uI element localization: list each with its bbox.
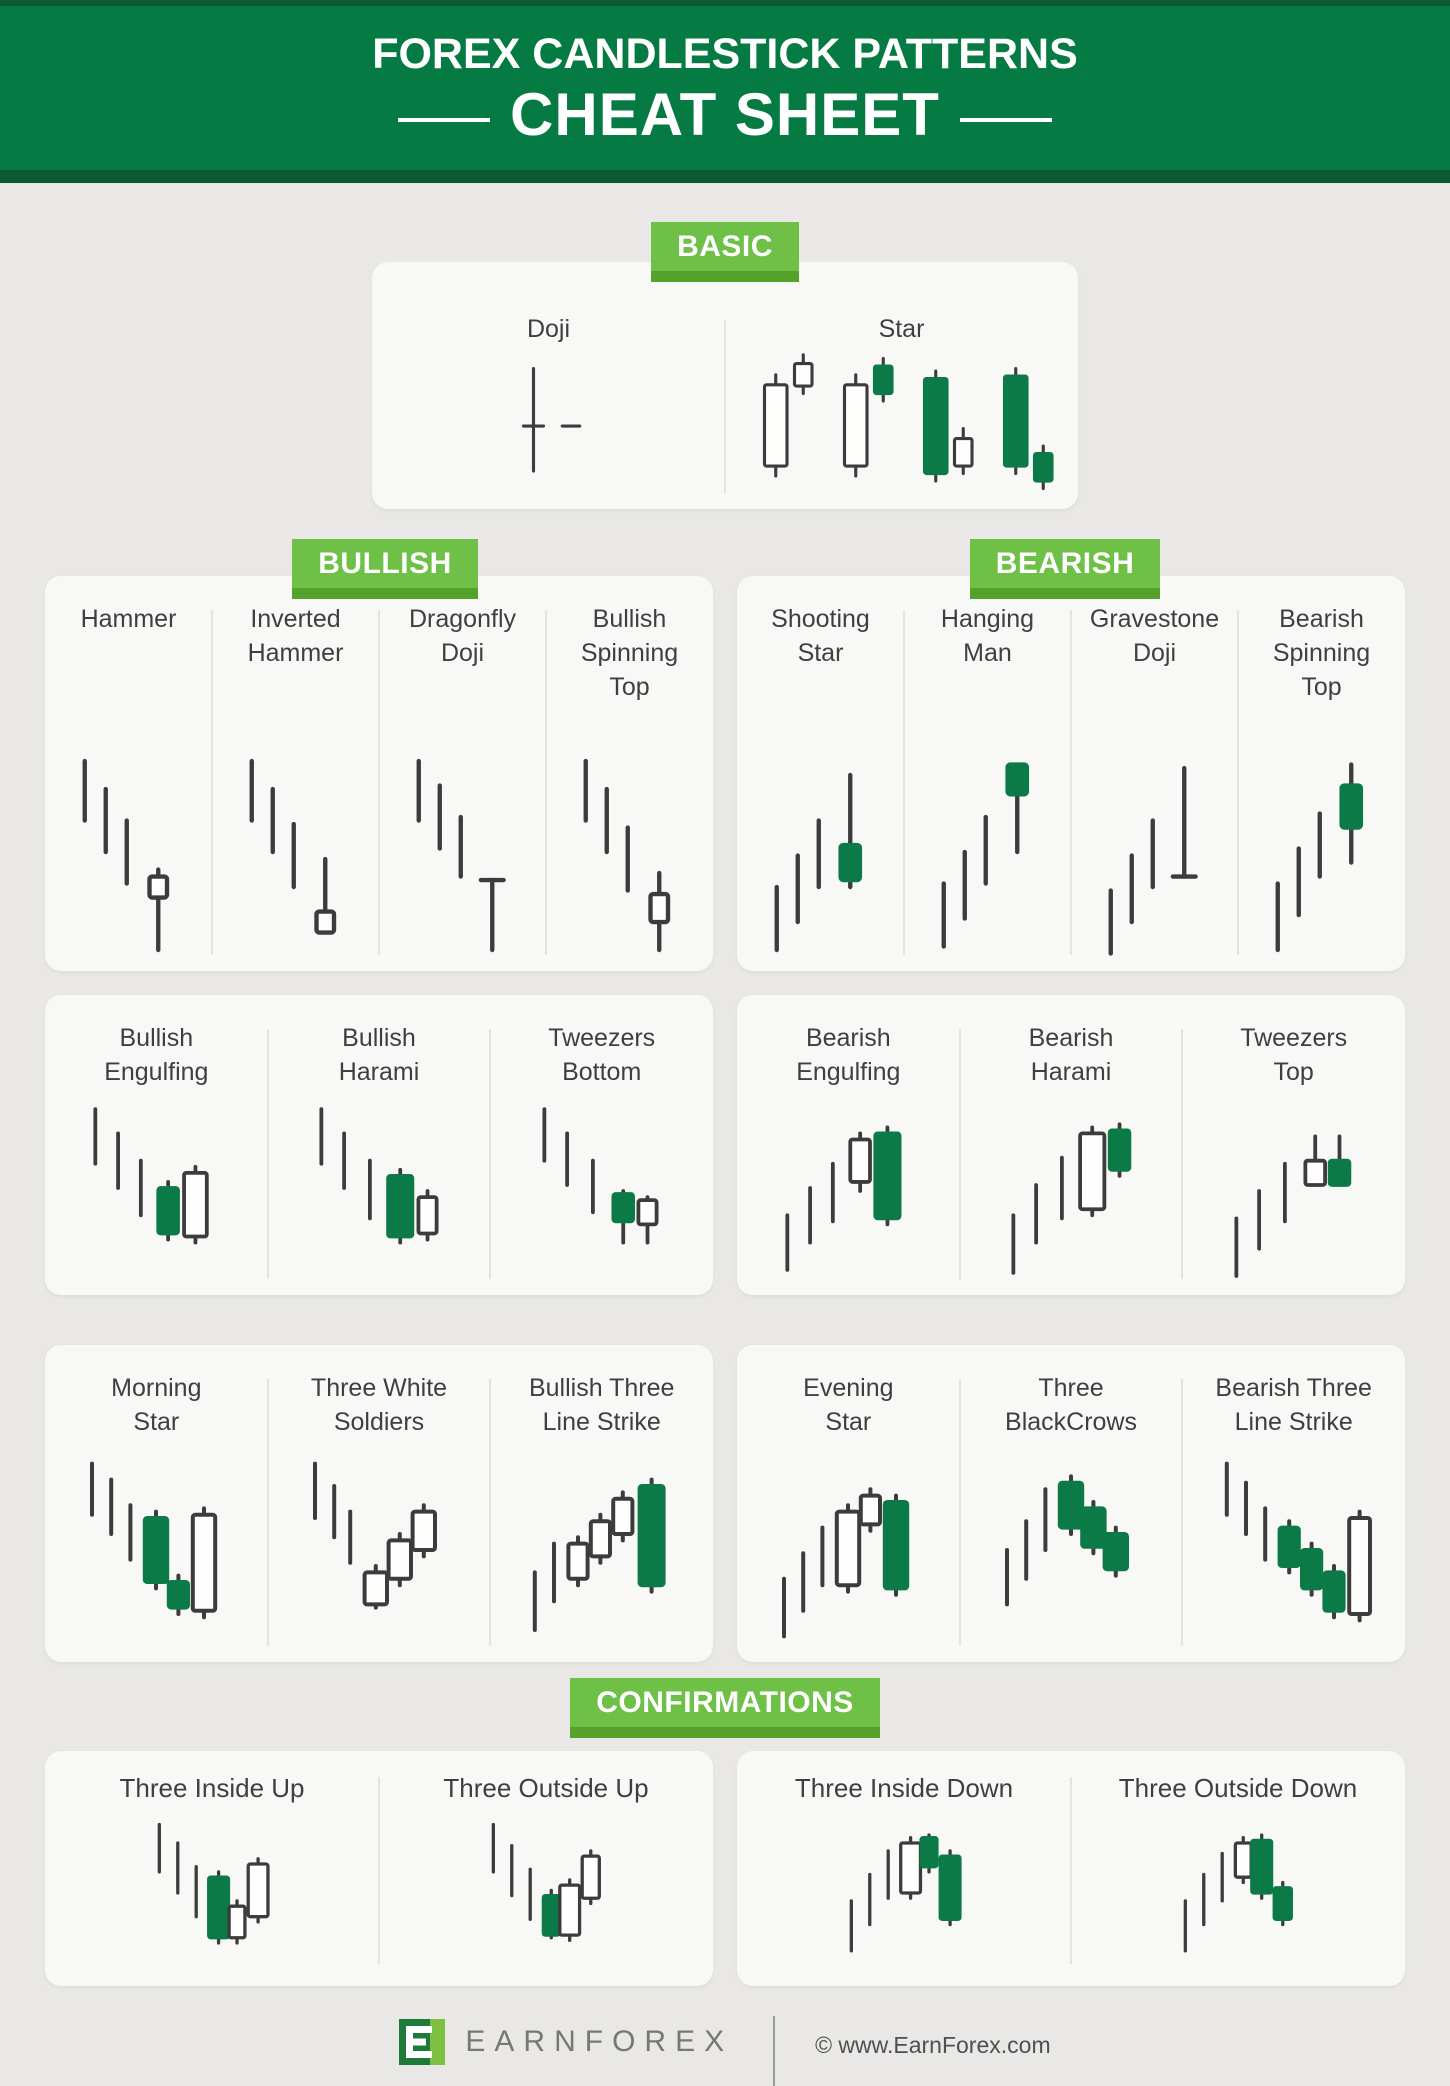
pattern-label: Bullish Spinning Top: [580, 605, 679, 701]
footer: [45, 2000, 1405, 2084]
candle-drawing: [995, 1097, 1147, 1279]
pattern-drawing-area: [379, 706, 546, 971]
candle-drawing: [80, 1097, 232, 1279]
pattern-drawing-area: [725, 346, 1078, 512]
pattern-label: Three BlackCrows: [1005, 1374, 1137, 1436]
candle-drawing: [67, 747, 190, 957]
pattern-drawing-area: [960, 1443, 1183, 1662]
pattern-cell: [737, 995, 960, 1295]
pattern-label: Bearish Engulfing: [796, 1024, 901, 1086]
pattern-drawing-area: [546, 706, 713, 971]
pattern-drawing-area: [737, 706, 904, 971]
basic-section: [45, 222, 1405, 509]
candle-drawing: [234, 747, 357, 957]
candle-drawing: [748, 346, 1056, 496]
confirmations-row: [45, 1751, 1405, 1986]
pattern-cell: [1238, 576, 1405, 971]
pattern-drawing-area: [1071, 706, 1238, 971]
candle-drawing: [991, 1454, 1151, 1646]
pattern-label: Bullish Harami: [338, 1024, 420, 1086]
pattern-drawing-area: [490, 1093, 713, 1295]
candle-drawing: [772, 1097, 924, 1279]
pattern-row-1: [45, 576, 1405, 971]
candle-drawing: [1214, 1454, 1374, 1646]
candle-drawing: [768, 1454, 928, 1646]
subtitle-left-line: [398, 118, 490, 122]
pattern-cell: [45, 995, 268, 1295]
pattern-drawing-area: [212, 706, 379, 971]
pattern-label: Hanging Man: [940, 605, 1035, 667]
pattern-label: Shooting Star: [771, 605, 870, 667]
bull-bear-badges: [45, 539, 1405, 580]
basic-card: [372, 262, 1078, 509]
pattern-drawing-area: [1182, 1443, 1405, 1662]
pattern-drawing-area: [1238, 706, 1405, 971]
pattern-cell: [45, 1751, 379, 1986]
candle-drawing: [76, 1454, 236, 1646]
pattern-drawing-area: [1182, 1093, 1405, 1295]
pattern-cell: [1182, 1345, 1405, 1662]
pattern-cell: [737, 576, 904, 971]
bullish-card-row1: [45, 576, 713, 971]
pattern-drawing-area: [268, 1443, 491, 1662]
pattern-drawing-area: [45, 1811, 379, 1986]
pattern-label: Doji: [526, 315, 571, 343]
candle-drawing: [486, 346, 611, 496]
pattern-cell: [1071, 1751, 1405, 1986]
page-title: FOREX CANDLESTICK PATTERNS: [372, 30, 1078, 78]
candle-drawing: [926, 747, 1049, 957]
pattern-cell: [379, 576, 546, 971]
bullish-badge: BULLISH: [292, 539, 478, 599]
pattern-label: Inverted Hammer: [247, 605, 344, 667]
pattern-cell: [268, 1345, 491, 1662]
pattern-cell: [268, 995, 491, 1295]
candle-drawing: [759, 747, 882, 957]
earnforex-logo: [399, 2019, 445, 2065]
pattern-cell: [45, 576, 212, 971]
footer-divider: [773, 2016, 775, 2086]
pattern-drawing-area: [960, 1093, 1183, 1295]
pattern-drawing-area: [372, 346, 725, 512]
pattern-cell: [490, 1345, 713, 1662]
bearish-card-row3: [737, 1345, 1405, 1662]
pattern-label: Evening Star: [803, 1374, 894, 1436]
pattern-label: Bearish Spinning Top: [1272, 605, 1371, 701]
pattern-drawing-area: [268, 1093, 491, 1295]
candle-drawing: [1218, 1097, 1370, 1279]
pattern-label: Bullish Engulfing: [104, 1024, 209, 1086]
pattern-cell: [45, 1345, 268, 1662]
pattern-row-2: [45, 995, 1405, 1295]
pattern-drawing-area: [737, 1811, 1071, 1986]
pattern-cell: [960, 1345, 1183, 1662]
pattern-cell: [379, 1751, 713, 1986]
confirmations-card-down: [737, 1751, 1405, 1986]
pattern-cell: [737, 1751, 1071, 1986]
candle-drawing: [1093, 747, 1216, 957]
confirmations-badge: CONFIRMATIONS: [570, 1678, 880, 1738]
pattern-cell: [212, 576, 379, 971]
pattern-label: Three Inside Down: [794, 1773, 1014, 1803]
candle-drawing: [303, 1097, 455, 1279]
pattern-label: Bearish Harami: [1028, 1024, 1114, 1086]
pattern-drawing-area: [379, 1811, 713, 1986]
pattern-cell: [904, 576, 1071, 971]
pattern-label: Bearish Three Line Strike: [1215, 1374, 1372, 1436]
candle-drawing: [401, 747, 524, 957]
confirmations-section: [45, 1678, 1405, 1986]
header-bottom-strip: [0, 170, 1450, 183]
pattern-drawing-area: [45, 1443, 268, 1662]
pattern-label: Tweezers Top: [1240, 1024, 1348, 1086]
basic-badge: BASIC: [651, 222, 799, 282]
pattern-drawing-area: [45, 706, 212, 971]
confirmations-card-up: [45, 1751, 713, 1986]
candle-drawing: [1260, 747, 1383, 957]
pattern-label: Hammer: [80, 605, 177, 633]
candle-drawing: [146, 1814, 278, 1972]
pattern-cell: [725, 262, 1078, 509]
pattern-row-3: [45, 1319, 1405, 1662]
candle-drawing: [299, 1454, 459, 1646]
pattern-label: Tweezers Bottom: [548, 1024, 656, 1086]
pattern-drawing-area: [490, 1443, 713, 1662]
pattern-drawing-area: [1071, 1811, 1405, 1986]
pattern-label: Three White Soldiers: [310, 1374, 448, 1436]
bearish-badge: BEARISH: [970, 539, 1161, 599]
pattern-drawing-area: [45, 1093, 268, 1295]
page-subtitle: CHEAT SHEET: [510, 81, 940, 148]
pattern-cell: [546, 576, 713, 971]
subtitle-row: [0, 83, 1450, 147]
logo-e-icon: [406, 2026, 433, 2058]
brand-name: EARNFOREX: [465, 2025, 734, 2058]
pattern-label: Gravestone Doji: [1089, 605, 1220, 667]
pattern-label: Dragonfly Doji: [409, 605, 516, 667]
candle-drawing: [526, 1097, 678, 1279]
pattern-label: Morning Star: [111, 1374, 202, 1436]
bearish-card-row1: [737, 576, 1405, 971]
pattern-drawing-area: [737, 1443, 960, 1662]
copyright-text: © www.EarnForex.com: [815, 2031, 1051, 2058]
candle-drawing: [1172, 1814, 1304, 1972]
header-banner: [0, 0, 1450, 170]
candle-drawing: [522, 1454, 682, 1646]
pattern-drawing-area: [737, 1093, 960, 1295]
pattern-label: Three Outside Down: [1118, 1773, 1358, 1803]
main-content: [0, 222, 1450, 2084]
bullish-card-row3: [45, 1345, 713, 1662]
pattern-label: Bullish Three Line Strike: [528, 1374, 675, 1436]
bearish-card-row2: [737, 995, 1405, 1295]
pattern-cell: [490, 995, 713, 1295]
pattern-cell: [960, 995, 1183, 1295]
pattern-cell: [737, 1345, 960, 1662]
pattern-label: Three Outside Up: [443, 1773, 649, 1803]
pattern-label: Three Inside Up: [119, 1773, 305, 1803]
pattern-cell: [372, 262, 725, 509]
bullish-card-row2: [45, 995, 713, 1295]
candle-drawing: [480, 1814, 612, 1972]
candle-drawing: [568, 747, 691, 957]
subtitle-right-line: [960, 118, 1052, 122]
pattern-cell: [1071, 576, 1238, 971]
pattern-label: Star: [878, 315, 925, 343]
pattern-drawing-area: [904, 706, 1071, 971]
candle-drawing: [838, 1814, 970, 1972]
pattern-cell: [1182, 995, 1405, 1295]
